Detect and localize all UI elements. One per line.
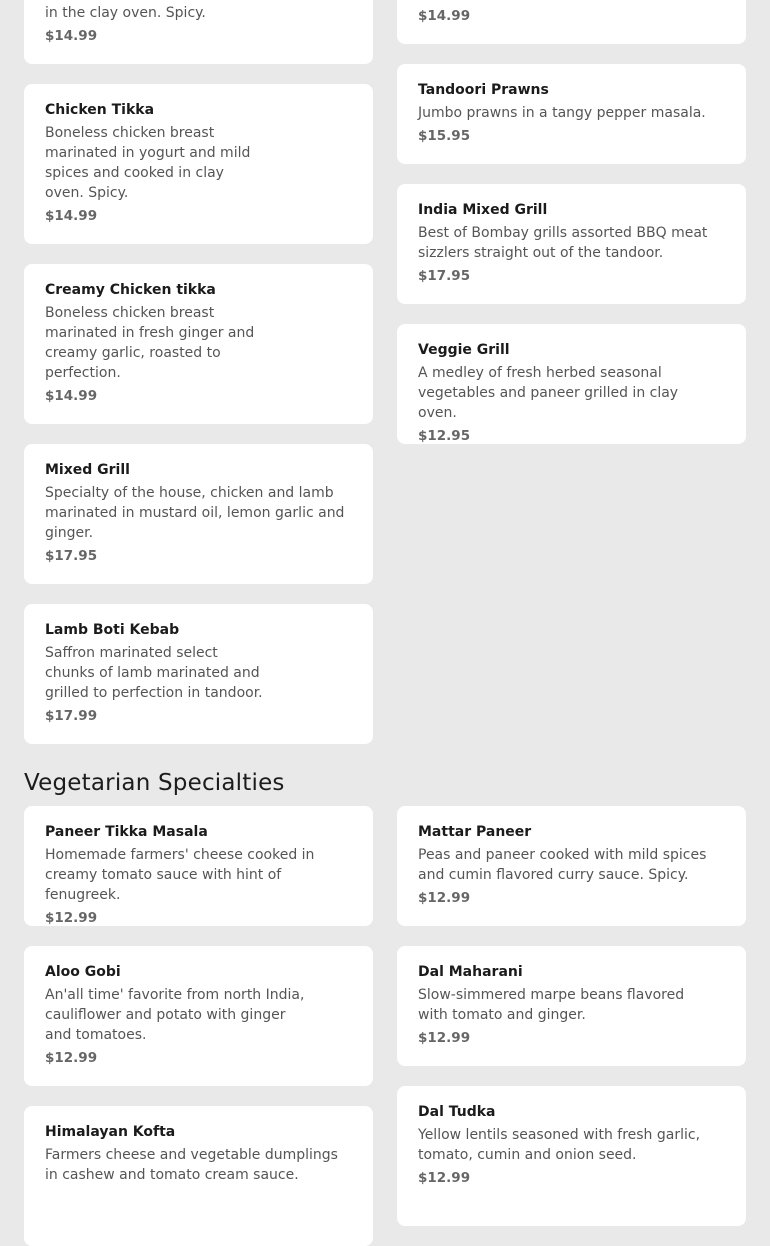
- item-price: $17.99: [45, 708, 98, 724]
- menu-item-card[interactable]: [397, 64, 746, 164]
- item-price: $12.99: [418, 1170, 471, 1186]
- item-description: Jumbo prawns in a tangy pepper masala.: [418, 105, 706, 121]
- item-price: $12.99: [418, 1030, 471, 1046]
- item-name: India Mixed Grill: [418, 202, 548, 218]
- item-description: Best of Bombay grills assorted BBQ meat sizzlers straight out of the tandoor.: [418, 225, 708, 261]
- item-name: Himalayan Kofta: [45, 1124, 176, 1140]
- item-name: Chicken Tikka: [45, 102, 155, 118]
- item-price: $12.99: [418, 890, 471, 906]
- menu-item-card[interactable]: [397, 946, 746, 1066]
- item-description: Saffron marinated select chunks of lamb marinated and grilled to perfection in tandoor.: [45, 645, 263, 701]
- menu-item-card[interactable]: [24, 604, 373, 744]
- menu-item-card[interactable]: [24, 444, 373, 584]
- item-price: $12.99: [45, 910, 98, 926]
- item-description: Specialty of the house, chicken and lamb marinated in mustard oil, lemon garlic and ginger.: [45, 485, 345, 541]
- menu-item-card[interactable]: [397, 184, 746, 304]
- item-description: An'all time' favorite from north India, cauliflower and potato with ginger and tomatoes.: [45, 987, 305, 1043]
- item-description: A medley of fresh herbed seasonal vegetables and paneer grilled in clay oven.: [418, 365, 679, 421]
- item-name: Tandoori Prawns: [418, 82, 549, 98]
- menu-item-card[interactable]: [24, 84, 373, 244]
- menu-item-card[interactable]: [24, 1106, 373, 1246]
- item-name: Mixed Grill: [45, 462, 130, 478]
- item-price: $17.95: [45, 548, 98, 564]
- item-price: $15.95: [418, 128, 471, 144]
- menu-item-card[interactable]: [24, 946, 373, 1086]
- item-description: Yellow lentils seasoned with fresh garlic, tomato, cumin and onion seed.: [418, 1127, 701, 1163]
- item-description: Slow-simmered marpe beans flavored with tomato and ginger.: [418, 987, 685, 1023]
- item-price: $14.99: [45, 388, 98, 404]
- item-name: Creamy Chicken tikka: [45, 282, 216, 298]
- item-price: $17.95: [418, 268, 471, 284]
- item-name: Mattar Paneer: [418, 824, 532, 840]
- item-name: Paneer Tikka Masala: [45, 824, 208, 840]
- menu-item-card[interactable]: [397, 0, 746, 44]
- item-price: $12.99: [45, 1050, 98, 1066]
- item-price: $14.99: [45, 28, 98, 44]
- menu-item-card[interactable]: [24, 264, 373, 424]
- item-description: Peas and paneer cooked with mild spices and cumin flavored curry sauce. Spicy.: [418, 847, 707, 883]
- item-description: Boneless chicken breast marinated in yogurt and mild spices and cooked in clay oven. Spicy.: [45, 125, 251, 201]
- item-name: Dal Maharani: [418, 964, 523, 980]
- item-price: $14.99: [45, 208, 98, 224]
- menu-item-card[interactable]: [397, 1086, 746, 1226]
- item-name: Aloo Gobi: [45, 964, 121, 980]
- menu-item-card[interactable]: [397, 324, 746, 444]
- item-name: Dal Tudka: [418, 1104, 496, 1120]
- item-description: in the clay oven. Spicy.: [45, 5, 206, 21]
- item-price: $14.99: [418, 8, 471, 24]
- item-name: Veggie Grill: [418, 342, 510, 358]
- section-title: Vegetarian Specialties: [24, 770, 285, 796]
- item-description: Farmers cheese and vegetable dumplings in cashew and tomato cream sauce.: [45, 1147, 338, 1183]
- menu-item-card[interactable]: [24, 806, 373, 926]
- item-price: $12.95: [418, 428, 471, 444]
- menu-item-card[interactable]: [24, 0, 373, 64]
- menu-item-card[interactable]: [397, 806, 746, 926]
- item-description: Boneless chicken breast marinated in fresh ginger and creamy garlic, roasted to perfection.: [45, 305, 255, 381]
- item-name: Lamb Boti Kebab: [45, 622, 180, 638]
- item-description: Homemade farmers' cheese cooked in creamy tomato sauce with hint of fenugreek.: [45, 847, 315, 903]
